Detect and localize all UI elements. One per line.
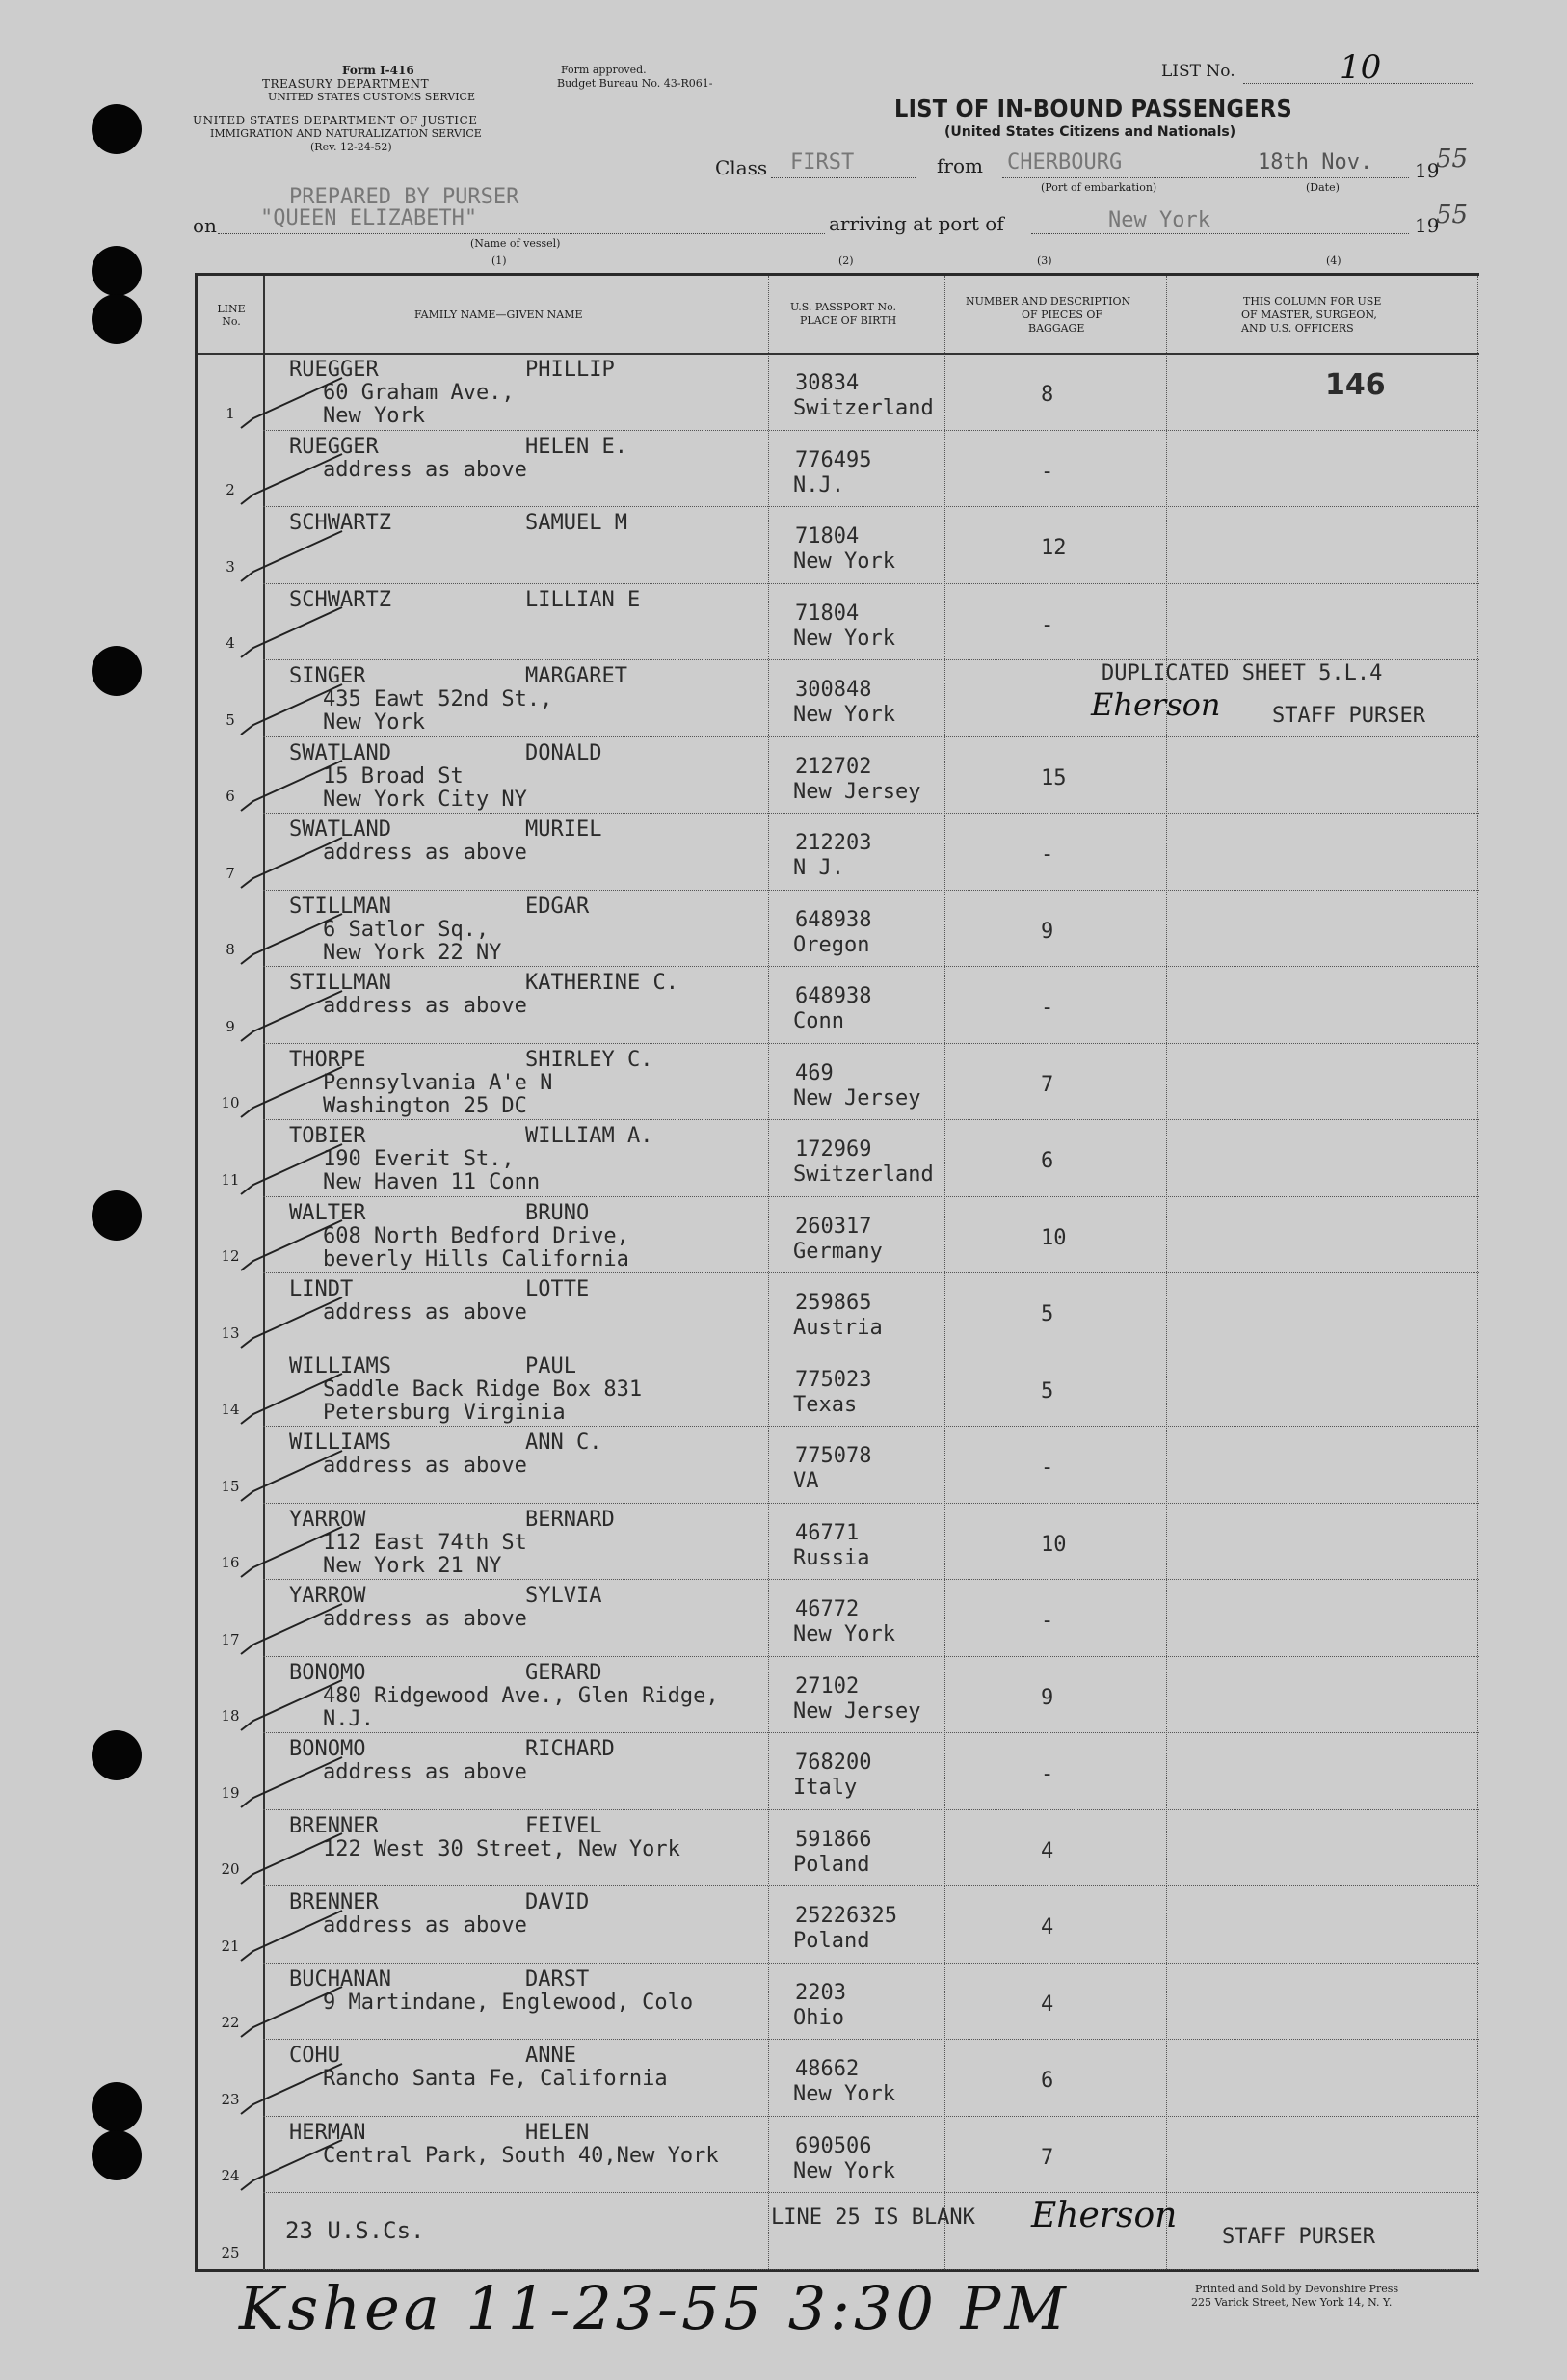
- line-number: 1: [226, 404, 235, 422]
- passport-no: 690506: [795, 2133, 872, 2158]
- address-line-1: address as above: [323, 1607, 527, 1631]
- duplicated-staff-purser: STAFF PURSER: [1272, 704, 1425, 728]
- line-number: 8: [226, 941, 235, 958]
- col-header-officers-3: AND U.S. OFFICERS: [1241, 322, 1354, 334]
- family-name: SWATLAND: [289, 817, 391, 842]
- check-mark-icon: [236, 906, 352, 974]
- line-number: 15: [221, 1477, 240, 1495]
- family-name: SCHWARTZ: [289, 511, 391, 535]
- given-name: KATHERINE C.: [525, 971, 678, 995]
- printer-line-2: 225 Varick Street, New York 14, N. Y.: [1191, 2296, 1393, 2309]
- col-num-4: (4): [1326, 254, 1341, 267]
- baggage-count: -: [1041, 1609, 1054, 1633]
- given-name: PAUL: [525, 1353, 576, 1378]
- family-name: COHU: [289, 2044, 340, 2068]
- line-number: 6: [226, 788, 235, 805]
- given-name: HELEN E.: [525, 434, 627, 459]
- form-approved: Form approved.: [561, 64, 647, 76]
- baggage-count: 15: [1041, 765, 1067, 790]
- list-no-label: LIST No.: [1161, 62, 1235, 81]
- check-mark-icon: [236, 1519, 352, 1587]
- page-subtitle: (United States Citizens and Nationals): [944, 124, 1236, 140]
- date-value: 18th Nov.: [1258, 150, 1373, 174]
- passenger-table: [195, 273, 1479, 2272]
- check-mark-icon: [236, 1213, 352, 1280]
- given-name: WILLIAM A.: [525, 1124, 653, 1148]
- baggage-count: 9: [1041, 919, 1054, 944]
- address-line-2: New York: [323, 404, 425, 428]
- check-mark-icon: [236, 1596, 352, 1664]
- given-name: SYLVIA: [525, 1584, 602, 1608]
- place-of-birth: New York: [793, 2158, 895, 2183]
- place-of-birth: N.J.: [793, 472, 844, 497]
- baggage-count: 5: [1041, 1302, 1054, 1326]
- address-line-1: address as above: [323, 1913, 527, 1938]
- col-num-1: (1): [491, 254, 507, 267]
- passport-no: 46772: [795, 1597, 860, 1621]
- place-of-birth: New Jersey: [793, 779, 921, 804]
- line-number: 22: [221, 2014, 240, 2031]
- passport-no: 71804: [795, 524, 860, 548]
- table-row: [198, 1350, 1479, 1427]
- passport-no: 300848: [795, 678, 872, 702]
- family-name: YARROW: [289, 1507, 366, 1532]
- year2-prefix: 19: [1415, 214, 1440, 237]
- passport-no: 776495: [795, 447, 872, 472]
- address-line-1: 6 Satlor Sq.,: [323, 917, 490, 942]
- line-number: 10: [221, 1094, 240, 1111]
- table-row: [198, 890, 1479, 967]
- check-mark-icon: [236, 1826, 352, 1893]
- class-label: Class: [715, 156, 768, 179]
- duplicated-note: DUPLICATED SHEET 5.L.4: [1102, 661, 1383, 685]
- family-name: BRENNER: [289, 1890, 379, 1914]
- given-name: SHIRLEY C.: [525, 1047, 653, 1072]
- baggage-count: 7: [1041, 1072, 1054, 1097]
- family-name: SCHWARTZ: [289, 587, 391, 612]
- given-name: HELEN: [525, 2120, 590, 2145]
- table-row: [198, 1503, 1479, 1580]
- check-mark-icon: [236, 830, 352, 897]
- passport-no: 768200: [795, 1751, 872, 1775]
- passport-no: 591866: [795, 1827, 872, 1852]
- table-row: [198, 1196, 1479, 1273]
- given-name: PHILLIP: [525, 358, 615, 382]
- table-row: [198, 813, 1479, 890]
- baggage-count: 6: [1041, 2069, 1054, 2093]
- given-name: LOTTE: [525, 1277, 590, 1301]
- check-mark-icon: [236, 1290, 352, 1357]
- baggage-count: -: [1041, 842, 1054, 867]
- given-name: GERARD: [525, 1660, 602, 1685]
- passport-no: 775078: [795, 1444, 872, 1468]
- check-mark-icon: [236, 1137, 352, 1204]
- given-name: DAVID: [525, 1890, 590, 1914]
- class-value: FIRST: [790, 150, 855, 174]
- address-line-2: N.J.: [323, 1706, 374, 1731]
- footer-staff-purser: STAFF PURSER: [1222, 2225, 1375, 2249]
- given-name: BRUNO: [525, 1200, 590, 1225]
- address-line-1: Pennsylvania A'e N: [323, 1070, 553, 1095]
- justice-dept: UNITED STATES DEPARTMENT OF JUSTICE: [193, 114, 478, 127]
- place-of-birth: Conn: [793, 1009, 844, 1033]
- date-caption: (Date): [1306, 181, 1340, 194]
- port-embark-caption: (Port of embarkation): [1041, 181, 1157, 194]
- family-name: SINGER: [289, 664, 366, 688]
- passport-no: 260317: [795, 1214, 872, 1239]
- list-no-value: 10: [1340, 48, 1382, 87]
- line-number: 19: [221, 1783, 240, 1802]
- address-line-1: Central Park, South 40,New York: [323, 2143, 719, 2168]
- family-name: BRENNER: [289, 1813, 379, 1838]
- binder-hole-icon: [92, 1730, 142, 1780]
- table-row: [198, 736, 1479, 814]
- handwritten-annotation: Kshea 11-23-55 3:30 PM: [239, 2273, 1070, 2343]
- place-of-birth: Switzerland: [793, 1163, 934, 1187]
- place-of-birth: New York: [793, 549, 895, 574]
- line-number: 16: [221, 1554, 240, 1571]
- year2-value: 55: [1436, 201, 1469, 229]
- given-name: DONALD: [525, 740, 602, 765]
- address-line-2: beverly Hills California: [323, 1246, 629, 1271]
- address-line-1: 9 Martindane, Englewood, Colo: [323, 1990, 694, 2015]
- on-label: on: [193, 214, 217, 237]
- address-line-1: 480 Ridgewood Ave., Glen Ridge,: [323, 1683, 719, 1708]
- address-line-1: 190 Everit St.,: [323, 1147, 515, 1171]
- baggage-count: 4: [1041, 1915, 1054, 1939]
- passport-no: 775023: [795, 1367, 872, 1392]
- table-row: [198, 2039, 1479, 2116]
- table-row: [198, 583, 1479, 660]
- baggage-count: -: [1041, 1762, 1054, 1786]
- binder-hole-icon: [92, 646, 142, 696]
- binder-hole-icon: [92, 294, 142, 344]
- form-number: Form I-416: [342, 64, 414, 77]
- passport-no: 648938: [795, 907, 872, 932]
- passport-no: 2203: [795, 1980, 846, 2005]
- check-mark-icon: [236, 2056, 352, 2124]
- arriving-value: New York: [1108, 208, 1210, 232]
- check-mark-icon: [236, 983, 352, 1051]
- place-of-birth: Switzerland: [793, 396, 934, 420]
- address-line-2: New Haven 11 Conn: [323, 1170, 541, 1194]
- passport-no: 25226325: [795, 1904, 897, 1928]
- table-row: [198, 1656, 1479, 1733]
- check-mark-icon: [236, 1443, 352, 1511]
- place-of-birth: New Jersey: [793, 1698, 921, 1724]
- passport-no: 27102: [795, 1673, 860, 1698]
- col-num-3: (3): [1037, 254, 1052, 267]
- given-name: EDGAR: [525, 894, 590, 919]
- place-of-birth: Russia: [793, 1545, 870, 1570]
- place-of-birth: N J.: [793, 856, 844, 880]
- family-name: BUCHANAN: [289, 1966, 391, 1992]
- arriving-line: [1031, 233, 1409, 234]
- binder-hole-icon: [92, 2082, 142, 2132]
- line-number: 17: [221, 1630, 240, 1648]
- line-number: 21: [221, 1937, 240, 1955]
- line-number: 18: [221, 1707, 240, 1725]
- address-line-1: 112 East 74th St: [323, 1530, 527, 1555]
- col-header-birth: PLACE OF BIRTH: [800, 314, 897, 327]
- line-number: 3: [226, 557, 235, 575]
- line-number: 25: [221, 2243, 240, 2261]
- given-name: FEIVEL: [525, 1813, 602, 1838]
- check-mark-icon: [236, 523, 352, 591]
- total-count: 23 U.S.Cs.: [285, 2217, 425, 2244]
- line-number: 20: [221, 1860, 240, 1878]
- table-row: [198, 2116, 1479, 2193]
- family-name: WALTER: [289, 1200, 366, 1225]
- col-num-2: (2): [838, 254, 854, 267]
- family-name: SWATLAND: [289, 740, 391, 765]
- line-number: 13: [221, 1324, 240, 1342]
- baggage-count: -: [1041, 996, 1054, 1020]
- given-name: ANNE: [525, 2044, 576, 2068]
- vessel-line1: PREPARED BY PURSER: [289, 185, 519, 209]
- given-name: RICHARD: [525, 1737, 615, 1761]
- line-number: 2: [226, 481, 235, 498]
- officer-note: 146: [1325, 368, 1386, 402]
- class-line: [771, 177, 916, 178]
- line25-note: LINE 25 IS BLANK: [771, 2206, 975, 2230]
- address-line-1: 435 Eawt 52nd St.,: [323, 687, 553, 711]
- table-row: [198, 1119, 1479, 1196]
- binder-hole-icon: [92, 104, 142, 154]
- address-line-1: address as above: [323, 1760, 527, 1784]
- table-row: [198, 506, 1479, 583]
- family-name: YARROW: [289, 1584, 366, 1608]
- address-line-1: Saddle Back Ridge Box 831: [323, 1377, 643, 1402]
- vessel-caption: (Name of vessel): [470, 237, 561, 250]
- place-of-birth: New York: [793, 703, 895, 727]
- address-line-1: address as above: [323, 457, 527, 482]
- check-mark-icon: [236, 1979, 352, 2046]
- family-name: STILLMAN: [289, 971, 391, 995]
- place-of-birth: Oregon: [793, 932, 870, 957]
- address-line-2: New York: [323, 710, 425, 735]
- check-mark-icon: [236, 1672, 352, 1740]
- passport-no: 48662: [795, 2057, 860, 2081]
- address-line-1: address as above: [323, 1454, 527, 1478]
- table-row: [198, 1043, 1479, 1120]
- treasury-dept: TREASURY DEPARTMENT: [262, 77, 430, 91]
- address-line-2: Petersburg Virginia: [323, 1400, 566, 1425]
- check-mark-icon: [236, 2132, 352, 2200]
- baggage-count: 5: [1041, 1378, 1054, 1404]
- col-header-officers: THIS COLUMN FOR USE: [1243, 295, 1382, 308]
- col-header-name: FAMILY NAME—GIVEN NAME: [414, 308, 583, 321]
- table-row: [198, 1426, 1479, 1503]
- line-number: 12: [221, 1247, 240, 1265]
- address-line-1: 608 North Bedford Drive,: [323, 1223, 629, 1248]
- line-number: 7: [226, 864, 235, 882]
- line-number: 11: [221, 1170, 240, 1189]
- line-number: 24: [221, 2167, 240, 2184]
- family-name: RUEGGER: [289, 358, 379, 382]
- col-header-baggage-2: OF PIECES OF: [1022, 308, 1103, 321]
- place-of-birth: Poland: [793, 1852, 870, 1877]
- budget-bureau: Budget Bureau No. 43-R061-: [557, 77, 713, 90]
- given-name: MURIEL: [525, 817, 602, 842]
- baggage-count: 10: [1041, 1225, 1067, 1250]
- vessel-line2: "QUEEN ELIZABETH": [260, 206, 478, 230]
- arriving-label: arriving at port of: [829, 212, 1004, 235]
- address-line-2: New York 22 NY: [323, 940, 502, 965]
- from-value: CHERBOURG: [1007, 150, 1123, 174]
- table-row: [198, 1809, 1479, 1886]
- year-value: 55: [1436, 145, 1469, 174]
- family-name: BONOMO: [289, 1660, 366, 1685]
- passport-no: 71804: [795, 601, 860, 626]
- passport-no: 259865: [795, 1291, 872, 1315]
- table-row: [198, 1272, 1479, 1350]
- baggage-count: 4: [1041, 1992, 1054, 2017]
- passport-no: 212203: [795, 831, 872, 855]
- baggage-count: 12: [1041, 536, 1067, 560]
- address-line-1: 15 Broad St: [323, 763, 464, 789]
- address-line-1: address as above: [323, 841, 527, 865]
- year-prefix: 19: [1415, 159, 1440, 182]
- col-header-line-no: LINE No.: [217, 303, 246, 328]
- baggage-count: 6: [1041, 1149, 1054, 1173]
- place-of-birth: Ohio: [793, 2005, 844, 2030]
- from-line: [1002, 177, 1409, 178]
- given-name: DARST: [525, 1966, 590, 1992]
- table-row: [198, 430, 1479, 507]
- address-line-2: New York 21 NY: [323, 1553, 502, 1578]
- check-mark-icon: [236, 1059, 352, 1127]
- printer-line-1: Printed and Sold by Devonshire Press: [1195, 2283, 1399, 2295]
- passport-no: 46771: [795, 1520, 860, 1545]
- revision-date: (Rev. 12-24-52): [310, 141, 392, 153]
- passport-no: 648938: [795, 984, 872, 1008]
- place-of-birth: New York: [793, 2082, 895, 2106]
- address-line-1: 122 West 30 Street, New York: [323, 1836, 680, 1861]
- address-line-1: address as above: [323, 994, 527, 1018]
- check-mark-icon: [236, 753, 352, 820]
- address-line-2: Washington 25 DC: [323, 1093, 527, 1118]
- given-name: LILLIAN E: [525, 587, 641, 612]
- table-row: [198, 966, 1479, 1043]
- given-name: SAMUEL M: [525, 511, 627, 535]
- place-of-birth: Germany: [793, 1239, 883, 1264]
- footer-signature: Eherson: [1031, 2196, 1178, 2235]
- check-mark-icon: [236, 1903, 352, 1970]
- line-number: 4: [226, 634, 235, 652]
- passport-no: 172969: [795, 1137, 872, 1162]
- col-header-baggage: NUMBER AND DESCRIPTION: [966, 295, 1131, 308]
- passport-no: 469: [795, 1060, 834, 1085]
- table-row: [198, 353, 1479, 430]
- given-name: ANN C.: [525, 1431, 602, 1455]
- row-rule: [263, 2269, 1479, 2270]
- check-mark-icon: [236, 370, 352, 438]
- baggage-count: 7: [1041, 2145, 1054, 2170]
- table-row: [198, 1963, 1479, 2040]
- check-mark-icon: [236, 1366, 352, 1433]
- baggage-count: 4: [1041, 1838, 1054, 1863]
- family-name: TOBIER: [289, 1124, 366, 1148]
- baggage-count: 8: [1041, 383, 1054, 407]
- line-number: 14: [221, 1401, 240, 1418]
- check-mark-icon: [236, 1750, 352, 1817]
- col-header-passport: U.S. PASSPORT No.: [790, 301, 896, 313]
- place-of-birth: New York: [793, 626, 895, 651]
- binder-hole-icon: [92, 1190, 142, 1241]
- duplicated-signature: Eherson: [1091, 686, 1221, 723]
- family-name: THORPE: [289, 1047, 366, 1072]
- address-line-1: 60 Graham Ave.,: [323, 381, 515, 405]
- baggage-count: 9: [1041, 1685, 1054, 1710]
- family-name: RUEGGER: [289, 434, 379, 459]
- table-row: [198, 1732, 1479, 1809]
- binder-hole-icon: [92, 2130, 142, 2180]
- place-of-birth: New Jersey: [793, 1085, 921, 1110]
- address-line-1: Rancho Santa Fe, California: [323, 2067, 668, 2091]
- place-of-birth: Italy: [793, 1776, 858, 1800]
- line-number: 9: [226, 1017, 235, 1035]
- table-row: [198, 1885, 1479, 1963]
- immigration-service: IMMIGRATION AND NATURALIZATION SERVICE: [210, 127, 482, 140]
- binder-hole-icon: [92, 246, 142, 296]
- from-label: from: [937, 154, 983, 177]
- place-of-birth: VA: [793, 1469, 819, 1493]
- passport-no: 212702: [795, 754, 872, 779]
- baggage-count: 10: [1041, 1532, 1067, 1557]
- col-header-officers-2: OF MASTER, SURGEON,: [1241, 308, 1377, 321]
- family-name: HERMAN: [289, 2120, 366, 2145]
- check-mark-icon: [236, 600, 352, 667]
- col-header-baggage-3: BAGGAGE: [1028, 322, 1085, 334]
- address-line-2: New York City NY: [323, 787, 527, 812]
- family-name: WILLIAMS: [289, 1431, 391, 1455]
- family-name: LINDT: [289, 1277, 354, 1301]
- vessel-line: [218, 233, 825, 234]
- baggage-count: -: [1041, 612, 1054, 637]
- address-line-1: address as above: [323, 1300, 527, 1324]
- place-of-birth: New York: [793, 1622, 895, 1646]
- baggage-count: -: [1041, 1456, 1054, 1480]
- family-name: WILLIAMS: [289, 1353, 391, 1378]
- given-name: MARGARET: [525, 664, 627, 688]
- line-number: 23: [221, 2090, 240, 2108]
- given-name: BERNARD: [525, 1507, 615, 1532]
- customs-service: UNITED STATES CUSTOMS SERVICE: [268, 91, 475, 103]
- family-name: STILLMAN: [289, 894, 391, 919]
- page-title: LIST OF IN-BOUND PASSENGERS: [894, 94, 1292, 122]
- place-of-birth: Texas: [793, 1392, 858, 1417]
- family-name: BONOMO: [289, 1737, 366, 1761]
- check-mark-icon: [236, 677, 352, 744]
- place-of-birth: Poland: [793, 1929, 870, 1953]
- table-row: [198, 1579, 1479, 1656]
- place-of-birth: Austria: [793, 1316, 883, 1340]
- passport-no: 30834: [795, 371, 860, 395]
- line-number: 5: [226, 710, 235, 729]
- check-mark-icon: [236, 446, 352, 514]
- baggage-count: -: [1041, 459, 1054, 484]
